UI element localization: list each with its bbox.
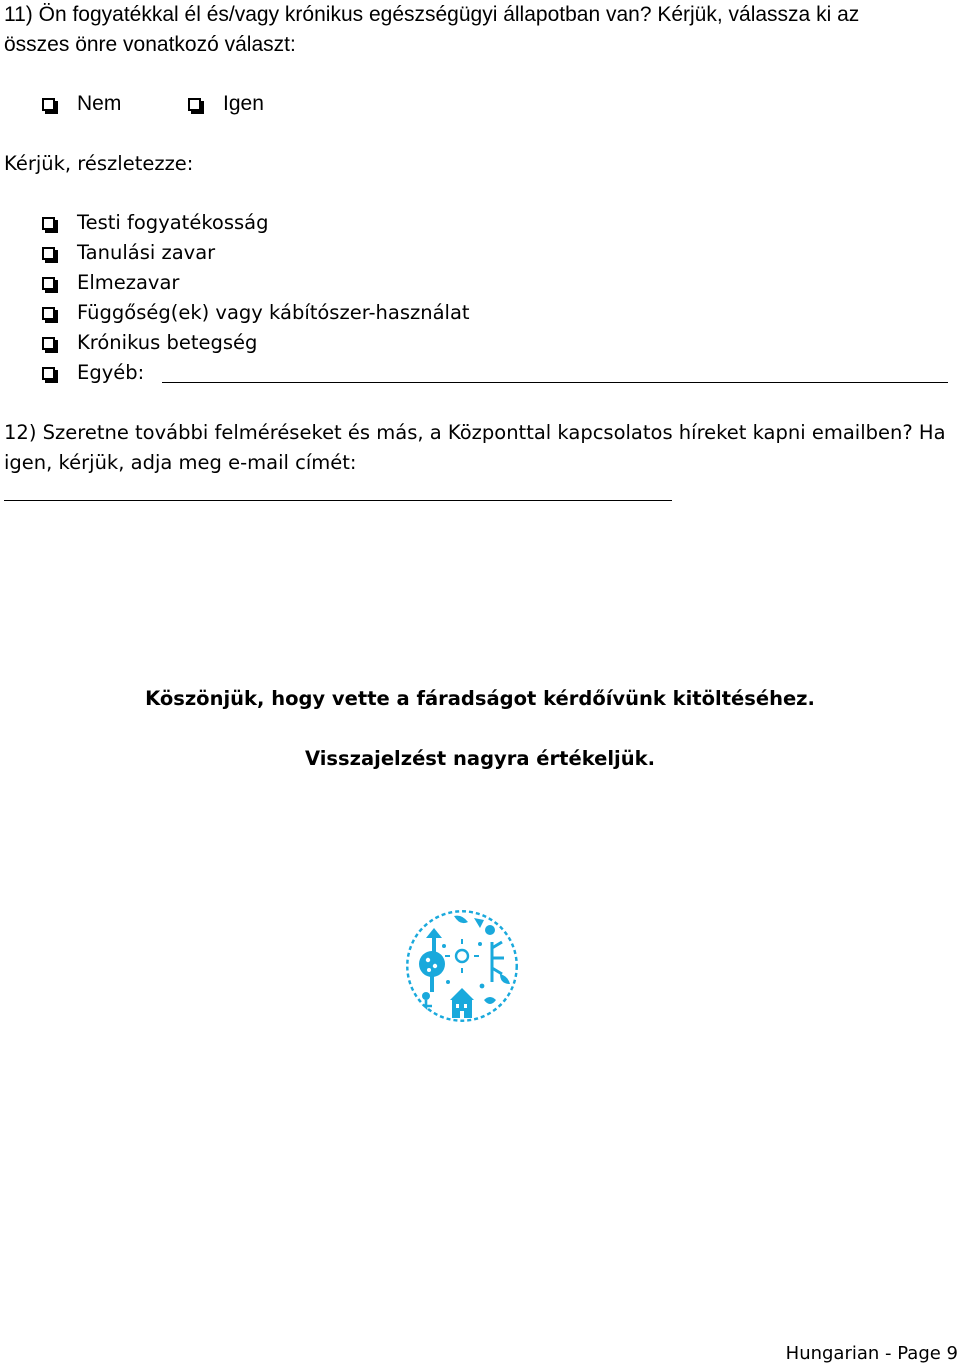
nem-checkbox[interactable] [42,98,55,111]
option-fuggoseg[interactable] [42,298,502,328]
fuggoseg-checkbox[interactable] [42,307,55,320]
igen-label: Igen [223,92,264,115]
option-kronikus-betegseg[interactable] [42,328,442,358]
q11-text-line2: összes önre vonatkozó választ: [4,33,296,56]
kronikus-betegseg-label: Krónikus betegség [77,331,258,354]
testi-fogyatekossag-checkbox[interactable] [42,217,55,230]
option-igen[interactable] [188,89,298,119]
option-nem[interactable] [42,89,152,119]
tanulasi-zavar-checkbox[interactable] [42,247,55,260]
egyeb-checkbox[interactable] [42,367,55,380]
egyeb-answer-line[interactable] [162,382,948,383]
option-testi-fogyatekossag[interactable] [42,208,442,238]
nem-label: Nem [77,92,122,115]
testi-fogyatekossag-label: Testi fogyatékosság [77,211,269,234]
q12-text-line1: 12) Szeretne további felméréseket és más, a Központtal kapcsolatos híreket kapni emailben? Ha [4,421,946,444]
elmezavar-checkbox[interactable] [42,277,55,290]
page-number: Hungarian - Page 9 [785,1343,958,1364]
detail-prompt: Kérjük, részletezze: [4,152,194,175]
fuggoseg-label: Függőség(ek) vagy kábítószer-használat [77,301,470,324]
tanulasi-zavar-label: Tanulási zavar [77,241,216,264]
igen-checkbox[interactable] [188,98,201,111]
elmezavar-label: Elmezavar [77,271,180,294]
center-logo [404,908,520,1024]
option-tanulasi-zavar[interactable] [42,238,442,268]
egyeb-label: Egyéb: [77,361,145,384]
thanks-text: Köszönjük, hogy vette a fáradságot kérdőívünk kitöltéséhez. [145,687,815,710]
kronikus-betegseg-checkbox[interactable] [42,337,55,350]
email-answer-line[interactable] [4,500,672,501]
q12-text-line2: igen, kérjük, adja meg e-mail címét: [4,451,357,474]
option-egyeb[interactable] [42,358,162,388]
logo-graphic [407,911,517,1021]
q11-text-line1: 11) Ön fogyatékkal él és/vagy krónikus egészségügyi állapotban van? Kérjük, válassza ki az [4,3,860,26]
option-elmezavar[interactable] [42,268,442,298]
feedback-text: Visszajelzést nagyra értékeljük. [304,747,655,770]
